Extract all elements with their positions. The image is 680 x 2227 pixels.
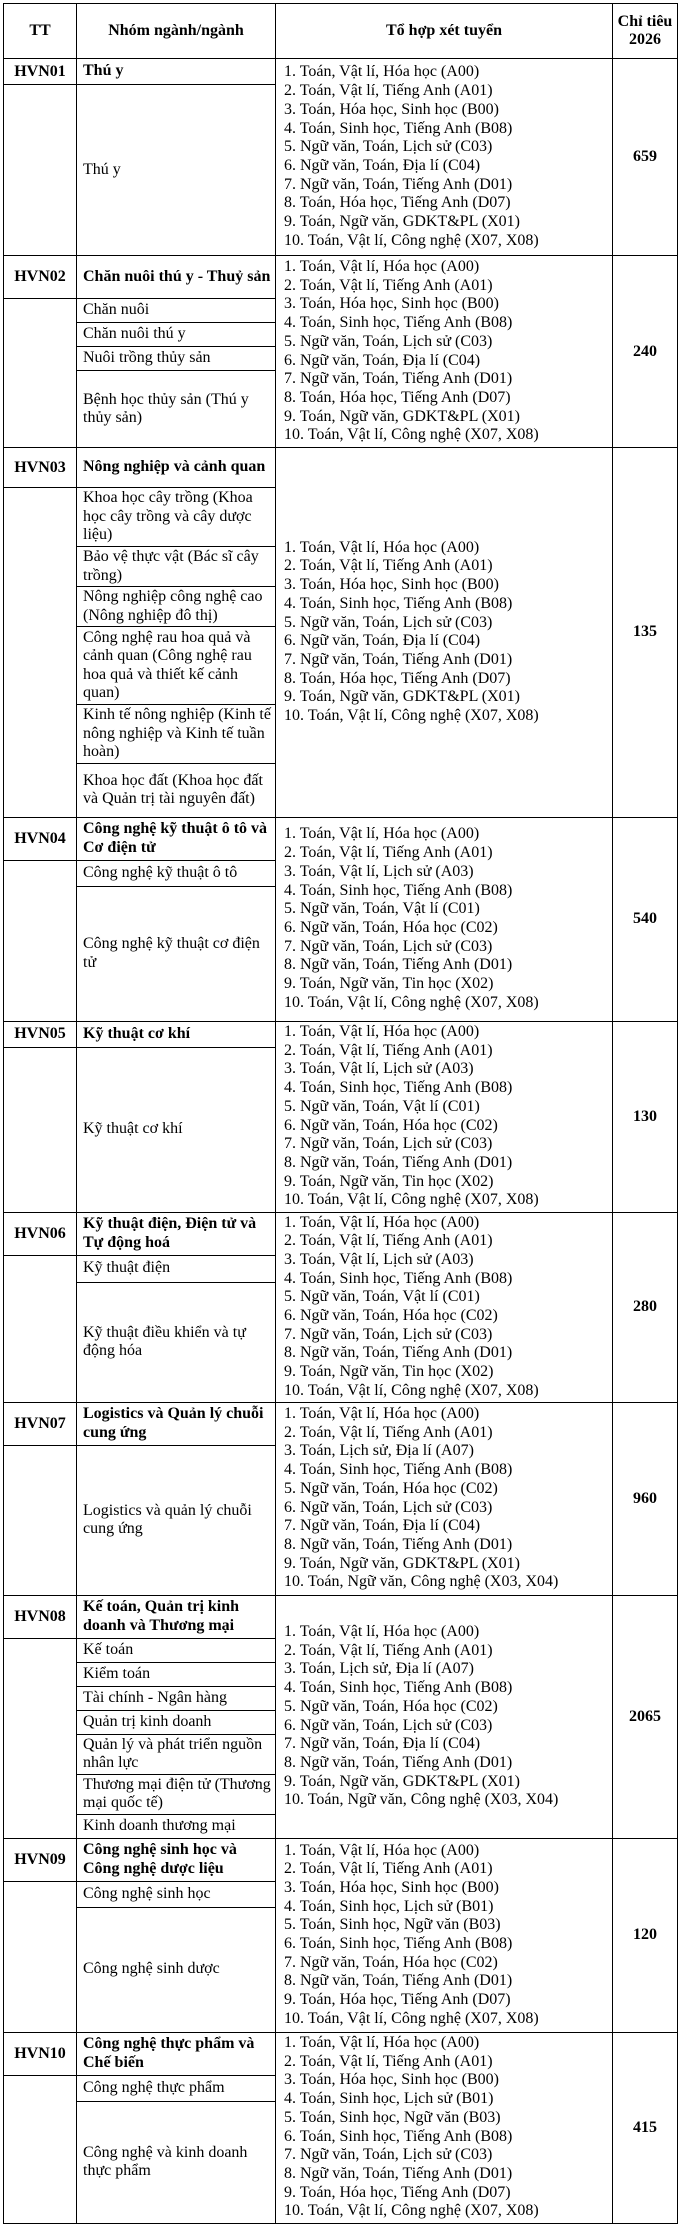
combination-list — [276, 817, 613, 1021]
major-name: Công nghệ thực phẩm — [77, 2075, 276, 2101]
combination-item: 5. Ngữ văn, Toán, Vật lí (C01) — [284, 900, 480, 918]
tt-empty-cell — [4, 1255, 77, 1402]
group-name: Logistics và Quản lý chuỗi cung ứng — [77, 1402, 276, 1445]
quota-value: 960 — [613, 1402, 678, 1595]
combination-item: 7. Ngữ văn, Toán, Tiếng Anh (D01) — [284, 650, 513, 668]
combination-item: 3. Toán, Hóa học, Sinh học (B00) — [284, 1878, 499, 1896]
major-name: Kỹ thuật điện — [77, 1255, 276, 1282]
quota-value: 240 — [613, 256, 678, 448]
quota-value: 280 — [613, 1212, 678, 1402]
combination-list — [276, 1838, 613, 2032]
combination-item: 4. Toán, Sinh học, Tiếng Anh (B08) — [284, 1679, 513, 1697]
combination-item: 2. Toán, Vật lí, Tiếng Anh (A01) — [284, 1423, 493, 1441]
combination-item: 10. Toán, Ngữ văn, Công nghệ (X03, X04) — [284, 1573, 559, 1591]
major-name: Chăn nuôi thú y — [77, 323, 276, 347]
major-name: Khoa học đất (Khoa học đất và Quản trị tài nguyên đất) — [77, 763, 276, 817]
combination-item: 3. Toán, Lịch sử, Địa lí (A07) — [284, 1442, 474, 1460]
group-header-row — [4, 256, 678, 299]
combination-item: 2. Toán, Vật lí, Tiếng Anh (A01) — [284, 2052, 493, 2070]
header-combos: Tổ hợp xét tuyển — [276, 4, 613, 59]
combination-item: 4. Toán, Sinh học, Tiếng Anh (B08) — [284, 1269, 513, 1287]
combination-item: 10. Toán, Vật lí, Công nghệ (X07, X08) — [284, 993, 539, 1011]
quota-value: 415 — [613, 2032, 678, 2223]
group-name: Kế toán, Quản trị kinh doanh và Thương mại — [77, 1595, 276, 1638]
tt-empty-cell — [4, 1881, 77, 2032]
combination-item: 7. Ngữ văn, Toán, Lịch sử (C03) — [284, 937, 493, 955]
header-quota: Chỉ tiêu 2026 — [613, 4, 678, 59]
header-tt: TT — [4, 4, 77, 59]
combination-item: 5. Ngữ văn, Toán, Lịch sử (C03) — [284, 613, 493, 631]
major-name: Kế toán — [77, 1638, 276, 1662]
combination-item: 9. Toán, Ngữ văn, Tin học (X02) — [284, 1172, 494, 1190]
combination-item: 1. Toán, Vật lí, Hóa học (A00) — [284, 1623, 480, 1641]
combination-item: 8. Ngữ văn, Toán, Tiếng Anh (D01) — [284, 2164, 513, 2182]
combination-item: 4. Toán, Sinh học, Tiếng Anh (B08) — [284, 119, 513, 137]
combination-item: 8. Ngữ văn, Toán, Tiếng Anh (D01) — [284, 1972, 513, 1990]
major-name: Nông nghiệp công nghệ cao (Nông nghiệp đô thị) — [77, 587, 276, 627]
combination-item: 4. Toán, Sinh học, Tiếng Anh (B08) — [284, 314, 513, 332]
combination-item: 10. Toán, Vật lí, Công nghệ (X07, X08) — [284, 707, 539, 725]
combination-list — [276, 1212, 613, 1402]
group-name: Công nghệ kỹ thuật ô tô và Cơ điện tử — [77, 817, 276, 860]
combination-item: 3. Toán, Vật lí, Lịch sử (A03) — [284, 862, 474, 880]
major-name: Công nghệ và kinh doanh thực phẩm — [77, 2101, 276, 2223]
combination-item: 10. Toán, Vật lí, Công nghệ (X07, X08) — [284, 2202, 539, 2220]
combination-item: 2. Toán, Vật lí, Tiếng Anh (A01) — [284, 1641, 493, 1659]
quota-value: 130 — [613, 1021, 678, 1212]
group-code: HVN10 — [4, 2032, 77, 2075]
group-code: HVN03 — [4, 448, 77, 488]
combination-list — [276, 1021, 613, 1212]
major-name: Kỹ thuật cơ khí — [77, 1047, 276, 1212]
combination-item: 3. Toán, Lịch sử, Địa lí (A07) — [284, 1660, 474, 1678]
combination-item: 4. Toán, Sinh học, Tiếng Anh (B08) — [284, 881, 513, 899]
combination-list — [276, 1595, 613, 1838]
combination-item: 8. Toán, Hóa học, Tiếng Anh (D07) — [284, 194, 511, 212]
combination-item: 1. Toán, Vật lí, Hóa học (A00) — [284, 538, 480, 556]
header-row — [4, 4, 678, 59]
combination-list — [276, 2032, 613, 2223]
combination-item: 9. Toán, Ngữ văn, GDKT&PL (X01) — [284, 688, 520, 706]
quota-value: 120 — [613, 1838, 678, 2032]
combination-item: 2. Toán, Vật lí, Tiếng Anh (A01) — [284, 1860, 493, 1878]
major-name: Công nghệ rau hoa quả và cảnh quan (Công nghệ rau hoa quả và thiết kế cảnh quan) — [77, 627, 276, 705]
major-name: Tài chính - Ngân hàng — [77, 1686, 276, 1710]
major-name: Quản trị kinh doanh — [77, 1710, 276, 1734]
combination-item: 9. Toán, Ngữ văn, GDKT&PL (X01) — [284, 1554, 520, 1572]
combination-list — [276, 448, 613, 818]
tt-empty-cell — [4, 860, 77, 1021]
major-name: Kỹ thuật điều khiển và tự động hóa — [77, 1282, 276, 1402]
group-header-row — [4, 1021, 678, 1047]
combination-item: 1. Toán, Vật lí, Hóa học (A00) — [284, 2034, 480, 2052]
combination-item: 1. Toán, Vật lí, Hóa học (A00) — [284, 257, 480, 275]
combination-list — [276, 59, 613, 256]
tt-empty-cell — [4, 1047, 77, 1212]
group-name: Công nghệ thực phẩm và Chế biến — [77, 2032, 276, 2075]
combination-item: 8. Ngữ văn, Toán, Tiếng Anh (D01) — [284, 1535, 513, 1553]
combination-item: 1. Toán, Vật lí, Hóa học (A00) — [284, 1841, 480, 1859]
group-header-row — [4, 1595, 678, 1638]
combination-item: 3. Toán, Hóa học, Sinh học (B00) — [284, 2071, 499, 2089]
combination-item: 8. Ngữ văn, Toán, Tiếng Anh (D01) — [284, 1153, 513, 1171]
combination-item: 5. Toán, Sinh học, Ngữ văn (B03) — [284, 1916, 501, 1934]
combination-item: 1. Toán, Vật lí, Hóa học (A00) — [284, 1405, 480, 1423]
table-header — [4, 4, 678, 59]
combination-item: 7. Ngữ văn, Toán, Hóa học (C02) — [284, 1953, 498, 1971]
group-code: HVN04 — [4, 817, 77, 860]
major-name: Logistics và quản lý chuỗi cung ứng — [77, 1445, 276, 1595]
combination-item: 5. Ngữ văn, Toán, Hóa học (C02) — [284, 1479, 498, 1497]
combination-item: 8. Ngữ văn, Toán, Tiếng Anh (D01) — [284, 956, 513, 974]
combination-item: 2. Toán, Vật lí, Tiếng Anh (A01) — [284, 557, 493, 575]
combination-item: 1. Toán, Vật lí, Hóa học (A00) — [284, 1213, 480, 1231]
group-header-row — [4, 59, 678, 85]
combination-item: 6. Ngữ văn, Toán, Hóa học (C02) — [284, 1307, 498, 1325]
combination-item: 4. Toán, Sinh học, Tiếng Anh (B08) — [284, 1461, 513, 1479]
combination-item: 8. Toán, Hóa học, Tiếng Anh (D07) — [284, 388, 511, 406]
combination-item: 10. Toán, Vật lí, Công nghệ (X07, X08) — [284, 426, 539, 444]
combination-item: 10. Toán, Vật lí, Công nghệ (X07, X08) — [284, 1381, 539, 1399]
major-name: Công nghệ kỹ thuật cơ điện tử — [77, 886, 276, 1021]
combination-item: 7. Ngữ văn, Toán, Tiếng Anh (D01) — [284, 175, 513, 193]
group-header-row — [4, 1212, 678, 1255]
combination-item: 9. Toán, Hóa học, Tiếng Anh (D07) — [284, 2183, 511, 2201]
combination-item: 4. Toán, Sinh học, Tiếng Anh (B08) — [284, 594, 513, 612]
combination-item: 2. Toán, Vật lí, Tiếng Anh (A01) — [284, 1041, 493, 1059]
admissions-table — [3, 3, 678, 2224]
combination-item: 1. Toán, Vật lí, Hóa học (A00) — [284, 825, 480, 843]
group-header-row — [4, 1402, 678, 1445]
combination-list — [276, 256, 613, 448]
combination-item: 10. Toán, Vật lí, Công nghệ (X07, X08) — [284, 2009, 539, 2027]
combination-item: 9. Toán, Ngữ văn, GDKT&PL (X01) — [284, 1772, 520, 1790]
combination-item: 7. Ngữ văn, Toán, Lịch sử (C03) — [284, 1135, 493, 1153]
combination-item: 3. Toán, Hóa học, Sinh học (B00) — [284, 100, 499, 118]
combination-item: 3. Toán, Vật lí, Lịch sử (A03) — [284, 1060, 474, 1078]
quota-value: 135 — [613, 448, 678, 818]
combination-item: 10. Toán, Ngữ văn, Công nghệ (X03, X04) — [284, 1791, 559, 1809]
combination-item: 5. Ngữ văn, Toán, Lịch sử (C03) — [284, 138, 493, 156]
group-code: HVN08 — [4, 1595, 77, 1638]
group-code: HVN01 — [4, 59, 77, 85]
combination-item: 10. Toán, Vật lí, Công nghệ (X07, X08) — [284, 1191, 539, 1209]
combination-item: 5. Ngữ văn, Toán, Lịch sử (C03) — [284, 332, 493, 350]
combination-item: 5. Toán, Sinh học, Ngữ văn (B03) — [284, 2108, 501, 2126]
major-name: Kinh doanh thương mại — [77, 1814, 276, 1838]
major-name: Công nghệ kỹ thuật ô tô — [77, 860, 276, 886]
combination-item: 5. Ngữ văn, Toán, Hóa học (C02) — [284, 1697, 498, 1715]
combination-item: 8. Ngữ văn, Toán, Tiếng Anh (D01) — [284, 1753, 513, 1771]
header-group: Nhóm ngành/ngành — [77, 4, 276, 59]
combination-item: 7. Ngữ văn, Toán, Địa lí (C04) — [284, 1517, 481, 1535]
combination-item: 2. Toán, Vật lí, Tiếng Anh (A01) — [284, 844, 493, 862]
group-name: Kỹ thuật điện, Điện tử và Tự động hoá — [77, 1212, 276, 1255]
combination-item: 7. Ngữ văn, Toán, Địa lí (C04) — [284, 1735, 481, 1753]
combination-item: 7. Ngữ văn, Toán, Lịch sử (C03) — [284, 2146, 493, 2164]
combination-list — [276, 1402, 613, 1595]
combination-item: 6. Ngữ văn, Toán, Địa lí (C04) — [284, 157, 481, 174]
group-name: Thú y — [77, 59, 276, 85]
combination-item: 9. Toán, Hóa học, Tiếng Anh (D07) — [284, 1991, 511, 2009]
major-name: Thương mại điện tử (Thương mại quốc tế) — [77, 1774, 276, 1814]
group-name: Công nghệ sinh học và Công nghệ dược liệu — [77, 1838, 276, 1881]
tt-empty-cell — [4, 299, 77, 448]
major-name: Công nghệ sinh dược — [77, 1907, 276, 2032]
combination-item: 9. Toán, Ngữ văn, Tin học (X02) — [284, 975, 494, 993]
major-name: Thú y — [77, 85, 276, 256]
combination-item: 2. Toán, Vật lí, Tiếng Anh (A01) — [284, 1232, 493, 1250]
combination-item: 2. Toán, Vật lí, Tiếng Anh (A01) — [284, 276, 493, 294]
major-name: Quản lý và phát triển nguồn nhân lực — [77, 1734, 276, 1774]
combination-item: 4. Toán, Sinh học, Tiếng Anh (B08) — [284, 1079, 513, 1097]
combination-item: 4. Toán, Sinh học, Lịch sử (B01) — [284, 2090, 494, 2108]
combination-item: 8. Toán, Hóa học, Tiếng Anh (D07) — [284, 669, 511, 687]
group-name: Kỹ thuật cơ khí — [77, 1021, 276, 1047]
group-code: HVN02 — [4, 256, 77, 299]
tt-empty-cell — [4, 1638, 77, 1838]
combination-item: 6. Ngữ văn, Toán, Lịch sử (C03) — [284, 1498, 493, 1516]
combination-item: 3. Toán, Vật lí, Lịch sử (A03) — [284, 1250, 474, 1268]
combination-item: 9. Toán, Ngữ văn, Tin học (X02) — [284, 1363, 494, 1381]
major-name: Kinh tế nông nghiệp (Kinh tế nông nghiệp và Kinh tế tuần hoàn) — [77, 705, 276, 764]
major-name: Chăn nuôi — [77, 299, 276, 323]
group-header-row — [4, 1838, 678, 1881]
combination-item: 6. Ngữ văn, Toán, Lịch sử (C03) — [284, 1716, 493, 1734]
combination-item: 6. Ngữ văn, Toán, Địa lí (C04) — [284, 351, 481, 369]
combination-item: 1. Toán, Vật lí, Hóa học (A00) — [284, 63, 480, 81]
combination-item: 9. Toán, Ngữ văn, GDKT&PL (X01) — [284, 213, 520, 231]
combination-item: 3. Toán, Hóa học, Sinh học (B00) — [284, 295, 499, 313]
combination-item: 6. Toán, Sinh học, Tiếng Anh (B08) — [284, 2127, 513, 2145]
group-code: HVN06 — [4, 1212, 77, 1255]
quota-value: 2065 — [613, 1595, 678, 1838]
major-name: Kiểm toán — [77, 1662, 276, 1686]
combination-item: 5. Ngữ văn, Toán, Vật lí (C01) — [284, 1097, 480, 1115]
group-code: HVN09 — [4, 1838, 77, 1881]
major-name: Nuôi trồng thủy sản — [77, 347, 276, 371]
combination-item: 4. Toán, Sinh học, Lịch sử (B01) — [284, 1897, 494, 1915]
combination-item: 10. Toán, Vật lí, Công nghệ (X07, X08) — [284, 231, 539, 249]
combination-item: 1. Toán, Vật lí, Hóa học (A00) — [284, 1022, 480, 1040]
major-name: Bệnh học thủy sản (Thú y thủy sản) — [77, 371, 276, 448]
combination-item: 3. Toán, Hóa học, Sinh học (B00) — [284, 576, 499, 594]
tt-empty-cell — [4, 488, 77, 818]
group-code: HVN07 — [4, 1402, 77, 1445]
quota-value: 540 — [613, 817, 678, 1021]
quota-value: 659 — [613, 59, 678, 256]
combination-item: 2. Toán, Vật lí, Tiếng Anh (A01) — [284, 82, 493, 100]
major-name: Công nghệ sinh học — [77, 1881, 276, 1907]
tt-empty-cell — [4, 2075, 77, 2223]
group-header-row — [4, 2032, 678, 2075]
combination-item: 6. Toán, Sinh học, Tiếng Anh (B08) — [284, 1935, 513, 1953]
combination-item: 8. Ngữ văn, Toán, Tiếng Anh (D01) — [284, 1344, 513, 1362]
combination-item: 9. Toán, Ngữ văn, GDKT&PL (X01) — [284, 407, 520, 425]
group-name: Chăn nuôi thú y - Thuỷ sản — [77, 256, 276, 299]
major-name: Bảo vệ thực vật (Bác sĩ cây trồng) — [77, 547, 276, 587]
tt-empty-cell — [4, 85, 77, 256]
combination-item: 5. Ngữ văn, Toán, Vật lí (C01) — [284, 1288, 480, 1306]
combination-item: 6. Ngữ văn, Toán, Hóa học (C02) — [284, 919, 498, 936]
combination-item: 7. Ngữ văn, Toán, Tiếng Anh (D01) — [284, 370, 513, 388]
table-body — [4, 59, 678, 2224]
combination-item: 6. Ngữ văn, Toán, Hóa học (C02) — [284, 1116, 498, 1134]
group-header-row — [4, 448, 678, 488]
group-header-row — [4, 817, 678, 860]
group-code: HVN05 — [4, 1021, 77, 1047]
combination-item: 7. Ngữ văn, Toán, Lịch sử (C03) — [284, 1325, 493, 1343]
tt-empty-cell — [4, 1445, 77, 1595]
group-name: Nông nghiệp và cảnh quan — [77, 448, 276, 488]
combination-item: 6. Ngữ văn, Toán, Địa lí (C04) — [284, 632, 481, 650]
major-name: Khoa học cây trồng (Khoa học cây trồng và cây dược liệu) — [77, 488, 276, 547]
